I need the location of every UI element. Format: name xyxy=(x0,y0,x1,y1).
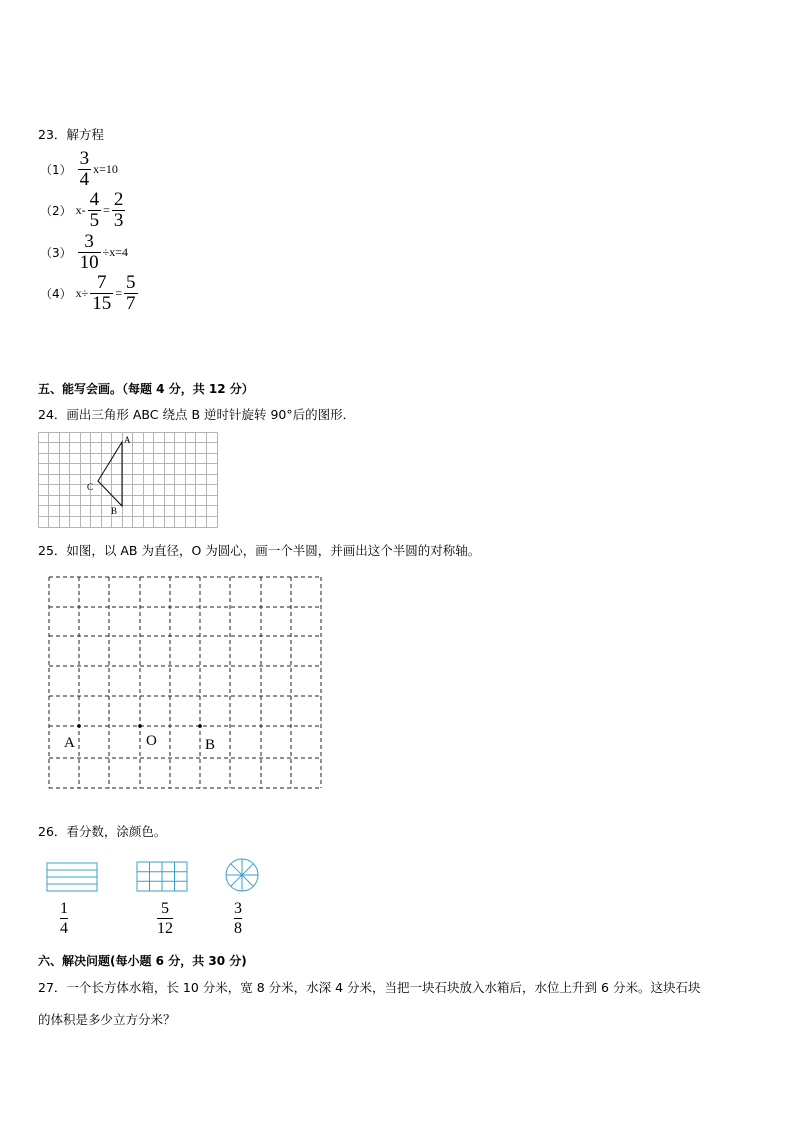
equation-label: （4） xyxy=(40,287,72,301)
label-a: A xyxy=(124,435,131,445)
equation-text: ÷x=4 xyxy=(102,245,128,259)
equation-label: （3） xyxy=(40,246,72,260)
label-a: A xyxy=(64,735,75,751)
fraction-3-8: 3 8 xyxy=(234,900,242,937)
q25-dashed-grid xyxy=(46,574,324,791)
point-o xyxy=(138,724,142,728)
equation-text: x÷ xyxy=(75,286,89,300)
fraction: $\frac{4}{5}$ xyxy=(89,189,100,231)
rect-quarters xyxy=(47,863,97,891)
fraction: $\frac{5}{7}$ xyxy=(126,272,136,314)
label-b: B xyxy=(205,737,216,753)
q23-title: 23．解方程 xyxy=(38,127,104,142)
label-o: O xyxy=(146,733,157,749)
fraction-1-4: 1 4 xyxy=(60,900,68,937)
q26-text: 26．看分数，涂颜色。 xyxy=(38,824,167,839)
equation-text: = xyxy=(103,203,110,217)
equation-text: x- xyxy=(75,203,86,217)
grid-lines xyxy=(39,433,218,528)
equation-label: （1） xyxy=(40,163,72,177)
equation-text: = xyxy=(115,286,123,300)
q24-text: 24．画出三角形 ABC 绕点 B 逆时针旋转 90°后的图形． xyxy=(38,407,356,422)
circle-eighths xyxy=(226,859,258,891)
fraction: $\frac{7}{15}$ xyxy=(92,272,112,314)
q25-text: 25．如图，以 AB 为直径，O 为圆心，画一个半圆，并画出这个半圆的对称轴。 xyxy=(38,543,481,558)
rect-twelfths xyxy=(137,862,187,891)
equation-label: （2） xyxy=(40,204,72,218)
point-b xyxy=(198,724,202,728)
equation-2 xyxy=(40,190,127,231)
label-c: C xyxy=(87,482,94,492)
q27-line-2: 的体积是多少立方分米？ xyxy=(38,1012,176,1027)
fraction-5-12: 5 12 xyxy=(157,900,173,937)
q26-shapes xyxy=(46,858,266,898)
fraction: $\frac{3}{10}$ xyxy=(79,231,99,273)
section-heading: 五、能写会画。（每题 4 分，共 12 分） xyxy=(38,382,254,396)
label-b: B xyxy=(111,506,118,516)
q27-line-1: 27．一个长方体水箱，长 10 分米，宽 8 分米，水深 4 分米，当把一块石块放入水箱后，水位上升到 6 分米。这块石块 xyxy=(38,980,701,995)
q24-grid-figure xyxy=(38,432,218,528)
equation-text: x=10 xyxy=(93,162,118,176)
equation-1 xyxy=(40,149,118,190)
point-a xyxy=(77,724,81,728)
equation-4 xyxy=(40,273,140,314)
fraction: $\frac{3}{4}$ xyxy=(79,148,90,190)
section-heading: 六、解决问题(每小题 6 分，共 30 分) xyxy=(38,954,247,968)
fraction: $\frac{2}{3}$ xyxy=(113,189,124,231)
equation-3 xyxy=(40,232,128,273)
